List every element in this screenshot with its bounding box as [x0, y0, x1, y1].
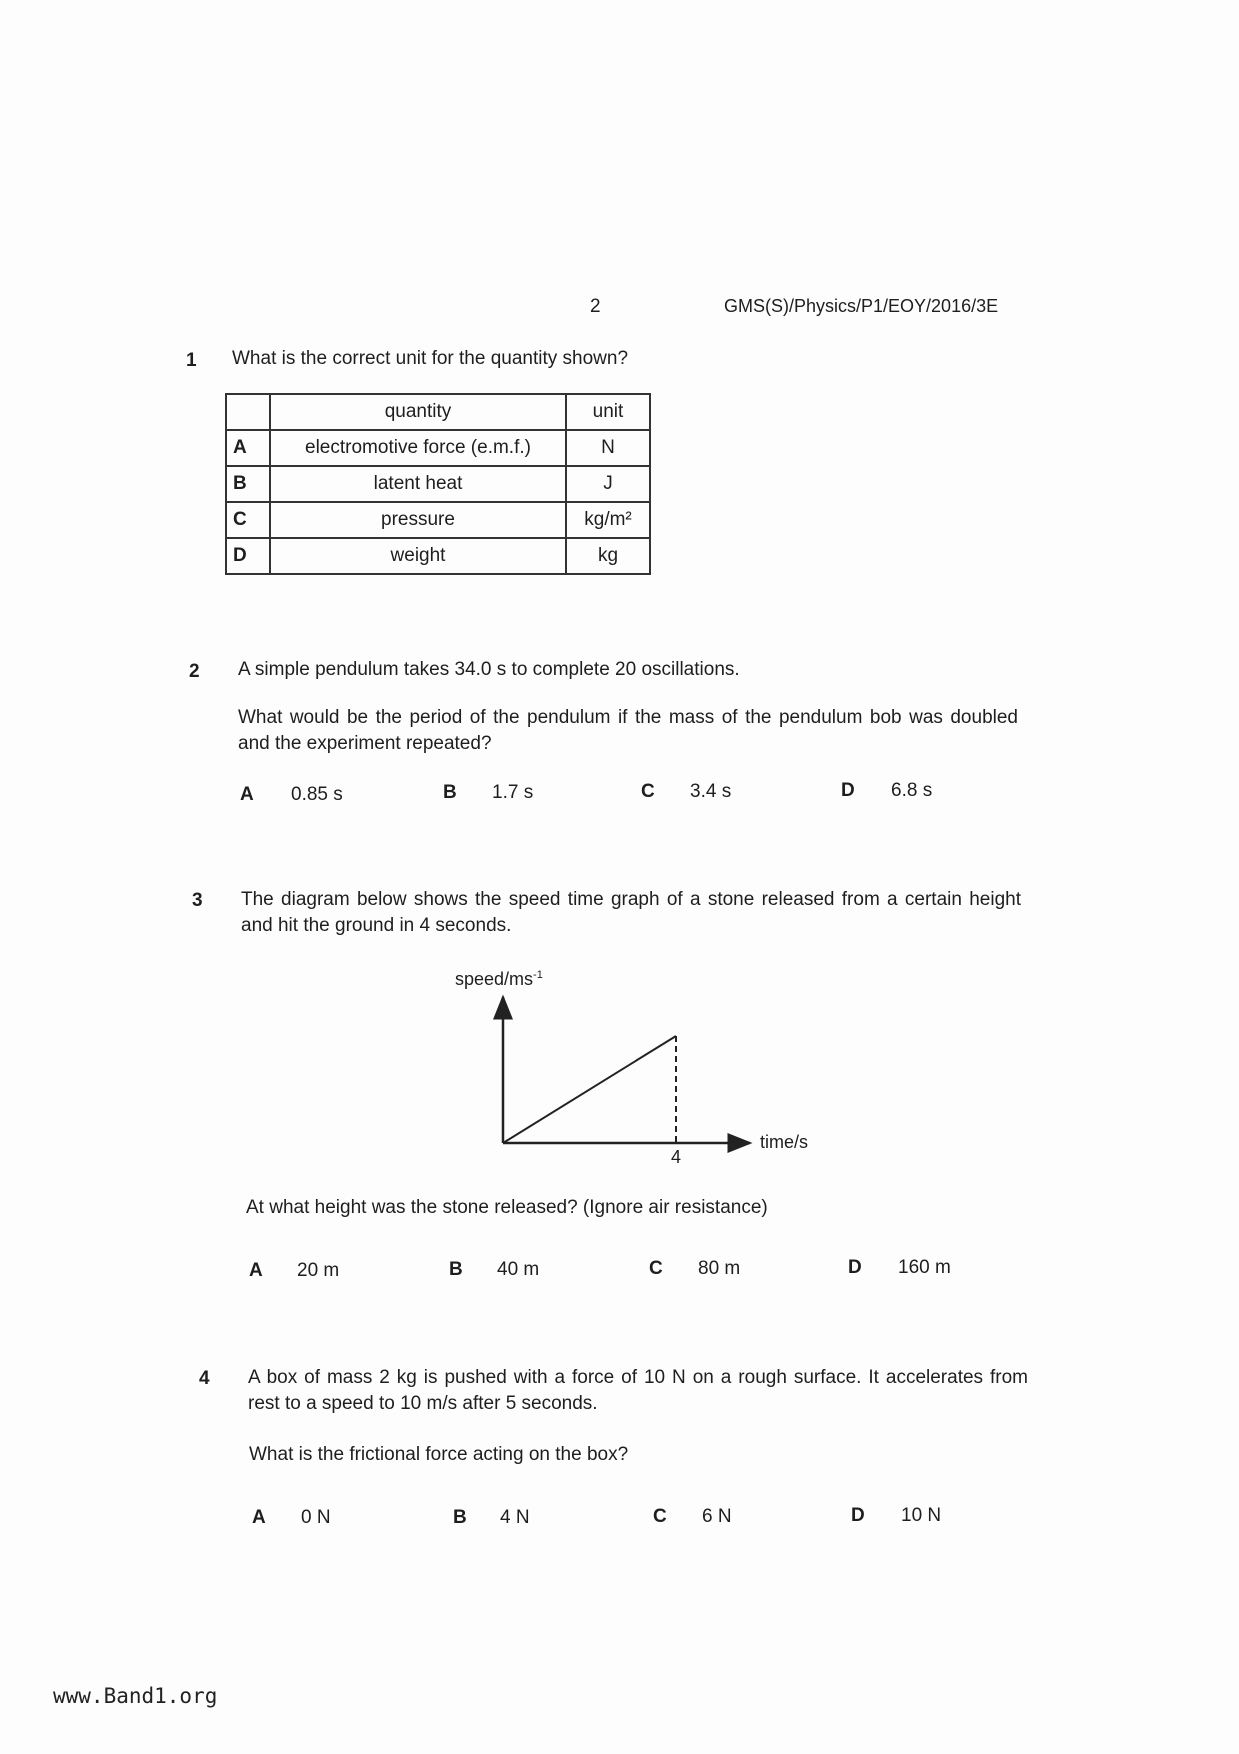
- y-label-superscript: -1: [533, 969, 543, 981]
- row-letter: C: [226, 502, 270, 538]
- question-3-number: 3: [192, 890, 203, 911]
- table-row: [226, 538, 650, 574]
- question-2-text: A simple pendulum takes 34.0 s to complete 20 oscillations.: [238, 659, 740, 680]
- question-2-prompt: What would be the period of the pendulum if the mass of the pendulum bob was doubled and the experiment repeated?: [238, 707, 1018, 754]
- q2-option-c-letter: C: [641, 781, 655, 802]
- graph-x-label: time/s: [760, 1132, 809, 1152]
- row-unit: kg/m²: [566, 502, 650, 538]
- table-header-row: [226, 394, 650, 430]
- question-2-number: 2: [189, 661, 200, 682]
- row-unit: kg: [566, 538, 650, 574]
- q2-option-b-value: 1.7 s: [492, 782, 534, 803]
- q2-option-d-letter: D: [841, 780, 855, 801]
- table-header-blank: [226, 394, 270, 430]
- question-3-prompt: At what height was the stone released? (Ignore air resistance): [246, 1197, 768, 1218]
- q4-option-b-value: 4 N: [500, 1507, 530, 1528]
- q2-option-a-letter: A: [240, 784, 254, 805]
- q4-option-c-value: 6 N: [702, 1506, 732, 1527]
- row-letter: B: [226, 466, 270, 502]
- q4-option-d-letter: D: [851, 1505, 865, 1526]
- table-header-quantity: quantity: [270, 394, 566, 430]
- q3-option-c-value: 80 m: [698, 1258, 741, 1279]
- row-unit: J: [566, 466, 650, 502]
- q3-option-d-letter: D: [848, 1257, 862, 1278]
- q2-option-c-value: 3.4 s: [690, 781, 732, 802]
- question-4-number: 4: [199, 1368, 210, 1389]
- q4-option-a-letter: A: [252, 1507, 266, 1528]
- q4-option-c-letter: C: [653, 1506, 667, 1527]
- page-number: 2: [590, 296, 601, 317]
- q3-option-c-letter: C: [649, 1258, 663, 1279]
- row-quantity: pressure: [270, 502, 566, 538]
- q3-option-b-value: 40 m: [497, 1259, 540, 1280]
- q3-option-a-letter: A: [249, 1260, 263, 1281]
- q3-option-b-letter: B: [449, 1259, 463, 1280]
- row-letter: D: [226, 538, 270, 574]
- row-unit: N: [566, 430, 650, 466]
- table-row: [226, 430, 650, 466]
- q2-option-d-value: 6.8 s: [891, 780, 933, 801]
- footer-watermark: www.Band1.org: [53, 1684, 218, 1708]
- q2-option-b-letter: B: [443, 782, 457, 803]
- graph-x-tick: 4: [671, 1147, 682, 1167]
- question-1-text: What is the correct unit for the quantity shown?: [232, 348, 629, 369]
- y-label-text: speed/ms: [455, 969, 534, 989]
- question-1-number: 1: [186, 350, 197, 371]
- question-4-text: A box of mass 2 kg is pushed with a force of 10 N on a rough surface. It accelerates from rest to a speed to 10 m/s after 5 seconds.: [248, 1367, 1028, 1414]
- q4-option-d-value: 10 N: [901, 1505, 942, 1526]
- table-row: [226, 466, 650, 502]
- q3-option-d-value: 160 m: [898, 1257, 951, 1278]
- speed-line: [503, 1036, 676, 1143]
- question-3-text: The diagram below shows the speed time graph of a stone released from a certain height and hit the ground in 4 seconds.: [241, 889, 1021, 936]
- table-header-unit: unit: [566, 394, 650, 430]
- row-quantity: electromotive force (e.m.f.): [270, 430, 566, 466]
- q4-option-b-letter: B: [453, 1507, 467, 1528]
- row-quantity: weight: [270, 538, 566, 574]
- question-4-prompt: What is the frictional force acting on the box?: [249, 1444, 629, 1465]
- row-quantity: latent heat: [270, 466, 566, 502]
- q4-option-a-value: 0 N: [301, 1507, 331, 1528]
- speed-time-graph: [480, 985, 780, 1175]
- q3-option-a-value: 20 m: [297, 1260, 340, 1281]
- question-1-table: [225, 393, 651, 575]
- q2-option-a-value: 0.85 s: [291, 784, 343, 805]
- row-letter: A: [226, 430, 270, 466]
- paper-code: GMS(S)/Physics/P1/EOY/2016/3E: [724, 296, 999, 316]
- table-row: [226, 502, 650, 538]
